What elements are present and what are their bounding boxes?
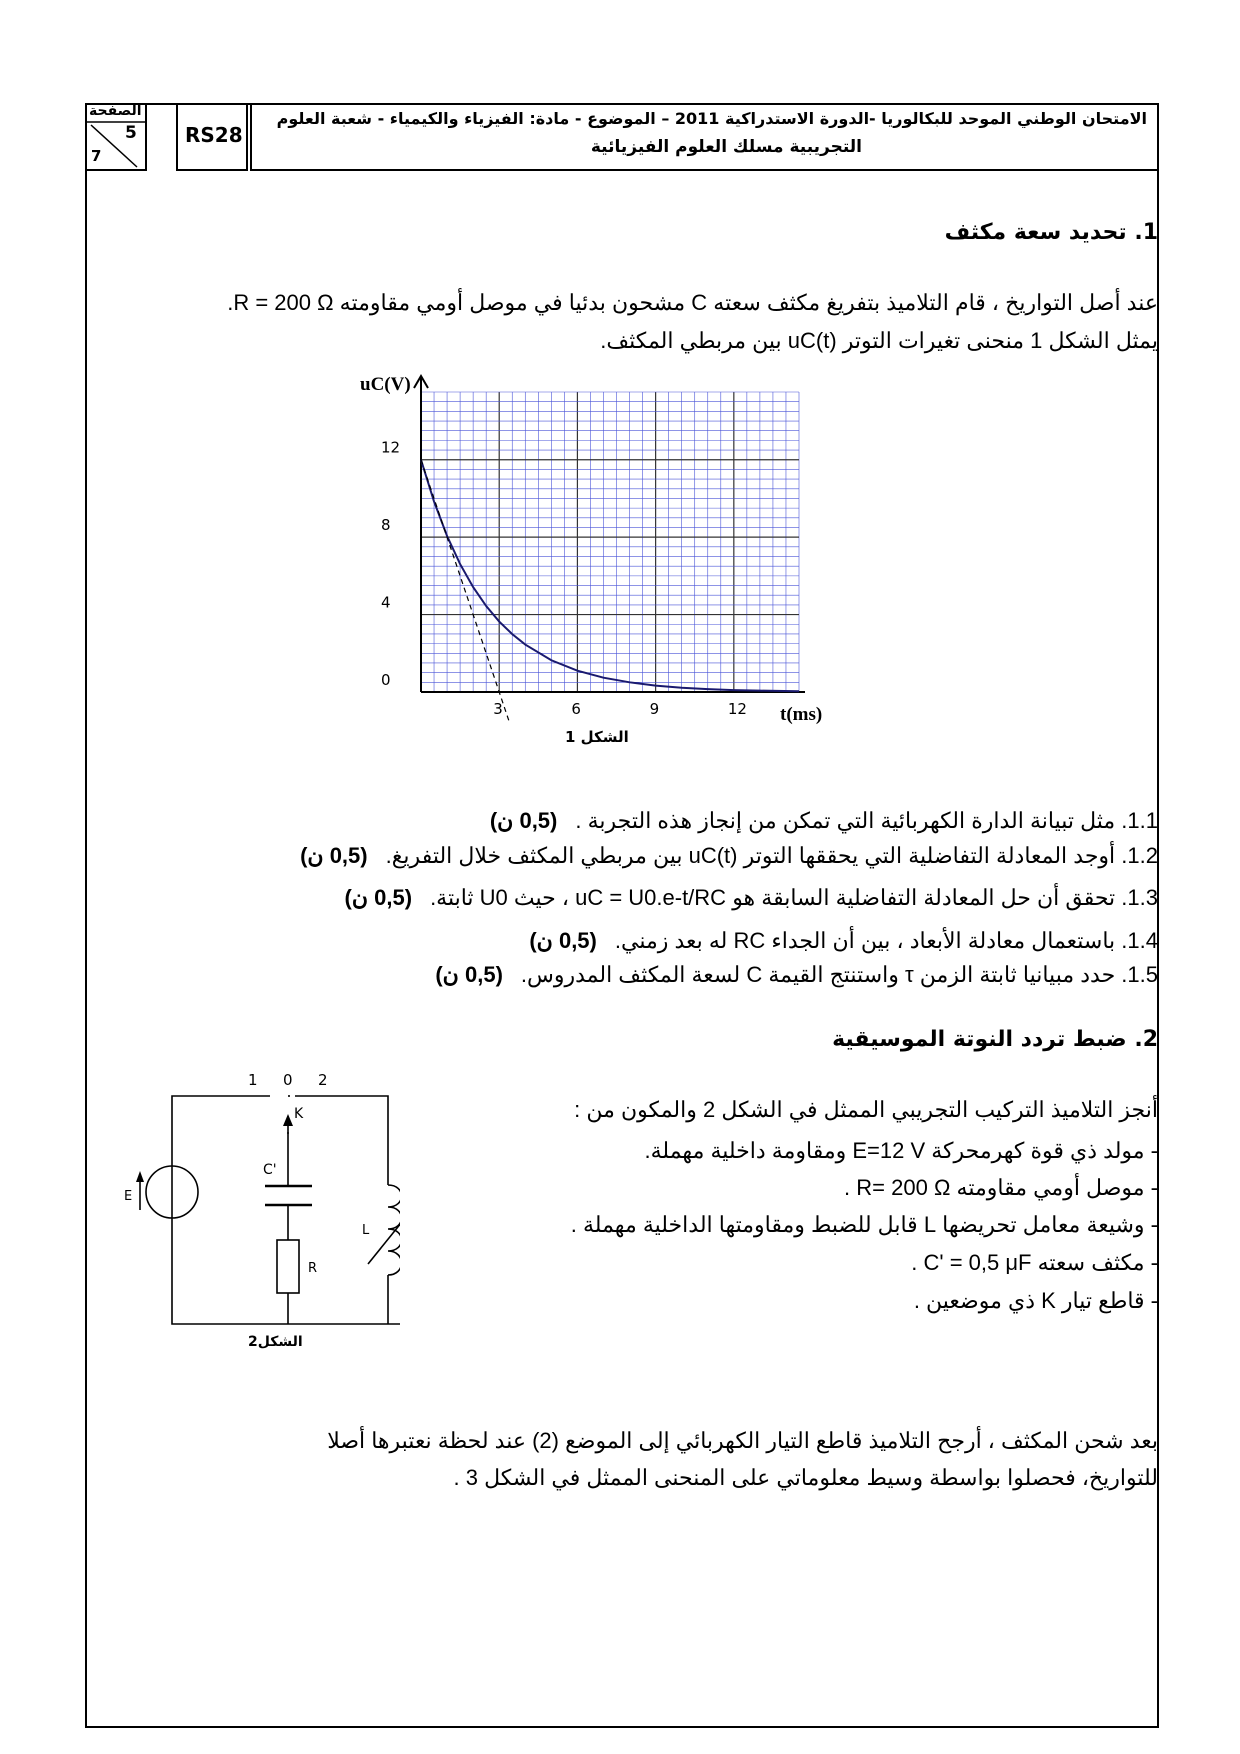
question-5 xyxy=(435,962,1158,988)
resistor-symbol xyxy=(277,1240,299,1293)
header-line1: الامتحان الوطني الموحد للبكالوريا -الدورة الاستدراكية 2011 – الموضوع - مادة: الفيزياء والكيمياء - شعبة العلوم xyxy=(276,109,1147,128)
question-mark: (0,5 ن) xyxy=(344,885,413,910)
section2-para-after2: للتواريخ، فحصلوا بواسطة وسيط معلوماتي على المنحنى الممثل في الشكل 3 . xyxy=(453,1465,1158,1490)
component-item: - موصل أومي مقاومته R= 200 Ω . xyxy=(844,1175,1158,1200)
figure2-circuit xyxy=(120,1050,400,1350)
component-item: - مكثف سعته C' = 0,5 μF . xyxy=(911,1250,1158,1275)
uc-curve xyxy=(421,460,799,691)
section2-title: 2. ضبط تردد النوتة الموسيقية xyxy=(832,1027,1158,1052)
y-tick-label: 12 xyxy=(381,438,401,457)
switch-arrow-icon xyxy=(283,1114,293,1126)
y-tick-label: 8 xyxy=(381,516,391,535)
page-number-box xyxy=(85,103,147,171)
chart-grid xyxy=(421,392,799,692)
inductor-variable-arrow xyxy=(368,1212,400,1264)
y-tick-label: 0 xyxy=(381,671,391,689)
x-tick-label: 6 xyxy=(571,700,581,718)
section1-title: 1. تحديد سعة مكثف xyxy=(944,220,1158,245)
chart-curve xyxy=(421,460,799,723)
x-tick-label: 9 xyxy=(649,700,660,718)
question-mark: (0,5 ن) xyxy=(435,962,503,987)
wire-right-top xyxy=(295,1096,388,1185)
question-text: 1.5. حدد مبيانيا ثابتة الزمن τ واستنتج القيمة C لسعة المكثف المدروس. xyxy=(520,962,1158,987)
capacitor-label: C' xyxy=(263,1162,277,1178)
x-tick-label: 3 xyxy=(493,700,503,718)
chart-title: الشكل 1 xyxy=(565,728,629,746)
question-text: 1.1. مثل تبيانة الدارة الكهربائية التي تمكن من إنجاز هذه التجربة . xyxy=(575,808,1158,833)
page-label: الصفحة xyxy=(89,103,142,119)
section1-para1: عند أصل التواريخ ، قام التلاميذ بتفريغ مكثف سعته C مشحون بدئيا في موصل أومي مقاومته R = 200 Ω. xyxy=(227,290,1158,315)
page-num: 5 xyxy=(125,123,137,143)
generator-label: E xyxy=(124,1189,133,1204)
emf-arrow-icon xyxy=(136,1171,144,1182)
header-line2: التجريبية مسلك العلوم الفيزيائية xyxy=(590,137,862,157)
question-mark: (0,5 ن) xyxy=(529,928,597,953)
switch-pos0: 0 xyxy=(283,1071,293,1089)
figure2-caption: الشكل2 xyxy=(248,1334,303,1350)
question-4 xyxy=(529,928,1158,954)
exam-code: RS28 xyxy=(185,123,243,147)
switch-pos2: 2 xyxy=(318,1071,328,1089)
figure1-chart xyxy=(340,370,860,770)
x-tick-label: 12 xyxy=(727,700,747,718)
component-item: - قاطع تيار K ذي موضعين . xyxy=(913,1288,1158,1313)
chart-axes xyxy=(414,376,805,692)
question-text: 1.4. باستعمال معادلة الأبعاد ، بين أن الجداء RC له بعد زمني. xyxy=(614,928,1158,953)
question-2 xyxy=(300,843,1158,869)
inductor-label: L xyxy=(362,1223,370,1238)
question-3 xyxy=(345,885,1158,911)
question-text: 1.2. أوجد المعادلة التفاضلية التي يحققها التوتر uC(t) بين مربطي المكثف خلال التفريغ. xyxy=(385,843,1158,868)
title-box xyxy=(250,103,1159,171)
inductor-coil xyxy=(388,1185,400,1275)
wire-left-loop xyxy=(172,1096,400,1324)
switch-label: K xyxy=(294,1106,304,1122)
question-text: 1.3. تحقق أن حل المعادلة التفاضلية السابقة هو uC = U0.e-t/RC ، حيث U0 ثابتة. xyxy=(430,885,1158,910)
question-mark: (0,5 ن) xyxy=(489,808,558,833)
chart-xlabel: t(ms) xyxy=(780,704,823,725)
question-1 xyxy=(490,808,1158,834)
chart-ylabel: uC(V) xyxy=(360,374,411,395)
y-tick-label: 4 xyxy=(381,593,391,612)
resistor-label: R xyxy=(308,1261,318,1276)
page-total: 7 xyxy=(91,147,102,165)
section2-para-after1: بعد شحن المكثف ، أرجح التلاميذ قاطع التيار الكهربائي إلى الموضع (2) عند لحظة نعتبرها أصلا xyxy=(327,1428,1158,1453)
question-mark: (0,5 ن) xyxy=(300,843,368,868)
component-item: - مولد ذي قوة كهرمحركة E=12 V ومقاومة داخلية مهملة. xyxy=(644,1138,1158,1163)
chart-ticks xyxy=(381,439,747,718)
code-box xyxy=(176,103,248,171)
section1-para2: يمثل الشكل 1 منحنى تغيرات التوتر uC(t) بين مربطي المكثف. xyxy=(600,328,1158,353)
component-item: - وشيعة معامل تحريضها L قابل للضبط ومقاومتها الداخلية مهملة . xyxy=(570,1212,1158,1237)
switch-pos1: 1 xyxy=(248,1071,258,1089)
section2-intro: أنجز التلاميذ التركيب التجريبي الممثل في الشكل 2 والمكون من : xyxy=(574,1097,1158,1122)
